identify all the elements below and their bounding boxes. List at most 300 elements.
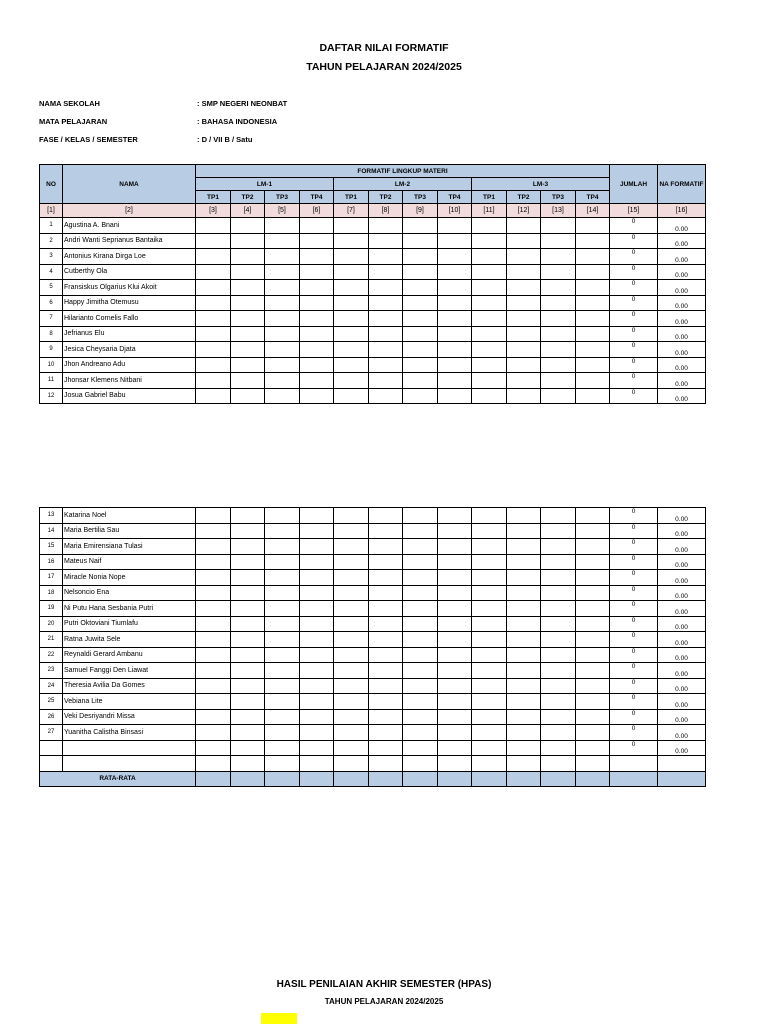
score-cell[interactable] [300, 508, 334, 524]
score-cell[interactable] [438, 663, 472, 679]
score-cell[interactable] [507, 373, 541, 389]
score-cell[interactable] [369, 295, 403, 311]
score-cell[interactable] [300, 554, 334, 570]
score-cell[interactable] [231, 264, 265, 280]
score-cell[interactable] [438, 616, 472, 632]
score-cell[interactable] [403, 740, 438, 756]
score-cell[interactable] [541, 756, 576, 772]
score-cell[interactable] [472, 388, 507, 404]
score-cell[interactable] [403, 616, 438, 632]
score-cell[interactable] [231, 357, 265, 373]
score-cell[interactable] [472, 218, 507, 234]
score-cell[interactable] [438, 554, 472, 570]
score-cell[interactable] [334, 725, 369, 741]
score-cell[interactable] [231, 647, 265, 663]
score-cell[interactable] [507, 357, 541, 373]
score-cell[interactable] [507, 280, 541, 296]
score-cell[interactable] [369, 756, 403, 772]
score-cell[interactable] [576, 233, 610, 249]
score-cell[interactable] [196, 740, 231, 756]
score-cell[interactable] [334, 218, 369, 234]
score-cell[interactable] [196, 311, 231, 327]
score-cell[interactable] [369, 508, 403, 524]
score-cell[interactable] [300, 647, 334, 663]
score-cell[interactable] [196, 632, 231, 648]
score-cell[interactable] [196, 694, 231, 710]
score-cell[interactable] [369, 554, 403, 570]
score-cell[interactable] [231, 388, 265, 404]
score-cell[interactable] [300, 585, 334, 601]
score-cell[interactable] [576, 756, 610, 772]
score-cell[interactable] [334, 233, 369, 249]
score-cell[interactable] [334, 740, 369, 756]
score-cell[interactable] [438, 280, 472, 296]
score-cell[interactable] [472, 539, 507, 555]
score-cell[interactable] [541, 280, 576, 296]
score-cell[interactable] [472, 585, 507, 601]
score-cell[interactable] [369, 539, 403, 555]
score-cell[interactable] [369, 663, 403, 679]
score-cell[interactable] [265, 295, 300, 311]
score-cell[interactable] [403, 218, 438, 234]
score-cell[interactable] [403, 233, 438, 249]
score-cell[interactable] [403, 632, 438, 648]
score-cell[interactable] [472, 311, 507, 327]
score-cell[interactable] [438, 311, 472, 327]
score-cell[interactable] [196, 585, 231, 601]
score-cell[interactable] [231, 218, 265, 234]
score-cell[interactable] [265, 709, 300, 725]
score-cell[interactable] [334, 601, 369, 617]
score-cell[interactable] [541, 570, 576, 586]
score-cell[interactable] [334, 647, 369, 663]
score-cell[interactable] [300, 264, 334, 280]
score-cell[interactable] [300, 311, 334, 327]
score-cell[interactable] [507, 523, 541, 539]
score-cell[interactable] [507, 508, 541, 524]
score-cell[interactable] [472, 249, 507, 265]
score-cell[interactable] [541, 342, 576, 358]
score-cell[interactable] [438, 264, 472, 280]
score-cell[interactable] [334, 326, 369, 342]
score-cell[interactable] [334, 342, 369, 358]
score-cell[interactable] [507, 326, 541, 342]
score-cell[interactable] [369, 342, 403, 358]
score-cell[interactable] [334, 694, 369, 710]
score-cell[interactable] [472, 647, 507, 663]
score-cell[interactable] [196, 280, 231, 296]
score-cell[interactable] [438, 647, 472, 663]
score-cell[interactable] [265, 326, 300, 342]
score-cell[interactable] [334, 756, 369, 772]
score-cell[interactable] [300, 740, 334, 756]
score-cell[interactable] [438, 342, 472, 358]
score-cell[interactable] [403, 539, 438, 555]
score-cell[interactable] [576, 740, 610, 756]
score-cell[interactable] [300, 523, 334, 539]
score-cell[interactable] [231, 663, 265, 679]
score-cell[interactable] [265, 357, 300, 373]
score-cell[interactable] [231, 601, 265, 617]
score-cell[interactable] [334, 508, 369, 524]
score-cell[interactable] [369, 264, 403, 280]
score-cell[interactable] [576, 601, 610, 617]
score-cell[interactable] [576, 632, 610, 648]
score-cell[interactable] [265, 311, 300, 327]
score-cell[interactable] [369, 249, 403, 265]
score-cell[interactable] [231, 694, 265, 710]
score-cell[interactable] [576, 616, 610, 632]
score-cell[interactable] [265, 249, 300, 265]
score-cell[interactable] [507, 342, 541, 358]
score-cell[interactable] [576, 508, 610, 524]
score-cell[interactable] [369, 357, 403, 373]
score-cell[interactable] [231, 756, 265, 772]
score-cell[interactable] [265, 632, 300, 648]
score-cell[interactable] [472, 357, 507, 373]
score-cell[interactable] [196, 523, 231, 539]
score-cell[interactable] [334, 539, 369, 555]
score-cell[interactable] [196, 539, 231, 555]
score-cell[interactable] [576, 373, 610, 389]
score-cell[interactable] [472, 678, 507, 694]
score-cell[interactable] [369, 388, 403, 404]
score-cell[interactable] [576, 342, 610, 358]
score-cell[interactable] [438, 694, 472, 710]
score-cell[interactable] [576, 218, 610, 234]
score-cell[interactable] [300, 373, 334, 389]
score-cell[interactable] [541, 585, 576, 601]
score-cell[interactable] [231, 508, 265, 524]
score-cell[interactable] [472, 616, 507, 632]
score-cell[interactable] [231, 632, 265, 648]
score-cell[interactable] [231, 725, 265, 741]
score-cell[interactable] [438, 373, 472, 389]
score-cell[interactable] [541, 632, 576, 648]
score-cell[interactable] [507, 632, 541, 648]
score-cell[interactable] [369, 647, 403, 663]
score-cell[interactable] [369, 233, 403, 249]
score-cell[interactable] [231, 280, 265, 296]
score-cell[interactable] [576, 647, 610, 663]
score-cell[interactable] [231, 678, 265, 694]
score-cell[interactable] [265, 570, 300, 586]
score-cell[interactable] [507, 554, 541, 570]
score-cell[interactable] [231, 585, 265, 601]
score-cell[interactable] [403, 264, 438, 280]
score-cell[interactable] [300, 632, 334, 648]
score-cell[interactable] [472, 523, 507, 539]
score-cell[interactable] [507, 295, 541, 311]
score-cell[interactable] [438, 233, 472, 249]
score-cell[interactable] [507, 616, 541, 632]
score-cell[interactable] [300, 678, 334, 694]
score-cell[interactable] [300, 539, 334, 555]
score-cell[interactable] [472, 725, 507, 741]
score-cell[interactable] [403, 725, 438, 741]
score-cell[interactable] [403, 678, 438, 694]
score-cell[interactable] [438, 539, 472, 555]
score-cell[interactable] [334, 709, 369, 725]
score-cell[interactable] [231, 740, 265, 756]
score-cell[interactable] [507, 740, 541, 756]
score-cell[interactable] [300, 357, 334, 373]
score-cell[interactable] [438, 570, 472, 586]
score-cell[interactable] [576, 295, 610, 311]
score-cell[interactable] [300, 218, 334, 234]
score-cell[interactable] [576, 326, 610, 342]
score-cell[interactable] [507, 264, 541, 280]
score-cell[interactable] [300, 709, 334, 725]
score-cell[interactable] [541, 523, 576, 539]
score-cell[interactable] [403, 326, 438, 342]
score-cell[interactable] [369, 694, 403, 710]
score-cell[interactable] [334, 632, 369, 648]
score-cell[interactable] [196, 342, 231, 358]
score-cell[interactable] [231, 570, 265, 586]
score-cell[interactable] [334, 249, 369, 265]
score-cell[interactable] [231, 709, 265, 725]
score-cell[interactable] [196, 388, 231, 404]
score-cell[interactable] [472, 756, 507, 772]
score-cell[interactable] [403, 280, 438, 296]
score-cell[interactable] [334, 264, 369, 280]
score-cell[interactable] [265, 663, 300, 679]
score-cell[interactable] [369, 280, 403, 296]
score-cell[interactable] [231, 233, 265, 249]
score-cell[interactable] [541, 295, 576, 311]
score-cell[interactable] [576, 357, 610, 373]
score-cell[interactable] [541, 694, 576, 710]
score-cell[interactable] [438, 585, 472, 601]
score-cell[interactable] [472, 264, 507, 280]
score-cell[interactable] [438, 725, 472, 741]
score-cell[interactable] [231, 523, 265, 539]
score-cell[interactable] [507, 678, 541, 694]
score-cell[interactable] [507, 725, 541, 741]
score-cell[interactable] [472, 280, 507, 296]
score-cell[interactable] [472, 326, 507, 342]
score-cell[interactable] [334, 585, 369, 601]
score-cell[interactable] [300, 342, 334, 358]
score-cell[interactable] [369, 326, 403, 342]
score-cell[interactable] [196, 601, 231, 617]
score-cell[interactable] [507, 539, 541, 555]
score-cell[interactable] [334, 373, 369, 389]
score-cell[interactable] [472, 632, 507, 648]
score-cell[interactable] [541, 539, 576, 555]
score-cell[interactable] [541, 388, 576, 404]
score-cell[interactable] [438, 632, 472, 648]
score-cell[interactable] [403, 601, 438, 617]
score-cell[interactable] [438, 756, 472, 772]
score-cell[interactable] [265, 280, 300, 296]
score-cell[interactable] [541, 264, 576, 280]
score-cell[interactable] [541, 647, 576, 663]
score-cell[interactable] [265, 740, 300, 756]
score-cell[interactable] [300, 326, 334, 342]
score-cell[interactable] [196, 647, 231, 663]
score-cell[interactable] [507, 709, 541, 725]
score-cell[interactable] [576, 678, 610, 694]
score-cell[interactable] [541, 373, 576, 389]
score-cell[interactable] [541, 554, 576, 570]
score-cell[interactable] [196, 663, 231, 679]
score-cell[interactable] [438, 740, 472, 756]
score-cell[interactable] [472, 233, 507, 249]
score-cell[interactable] [507, 663, 541, 679]
score-cell[interactable] [265, 523, 300, 539]
score-cell[interactable] [369, 678, 403, 694]
score-cell[interactable] [576, 694, 610, 710]
score-cell[interactable] [403, 508, 438, 524]
score-cell[interactable] [541, 233, 576, 249]
score-cell[interactable] [231, 554, 265, 570]
score-cell[interactable] [507, 249, 541, 265]
score-cell[interactable] [541, 616, 576, 632]
score-cell[interactable] [196, 357, 231, 373]
score-cell[interactable] [472, 601, 507, 617]
score-cell[interactable] [576, 709, 610, 725]
score-cell[interactable] [472, 663, 507, 679]
score-cell[interactable] [576, 388, 610, 404]
score-cell[interactable] [369, 218, 403, 234]
score-cell[interactable] [231, 295, 265, 311]
score-cell[interactable] [541, 311, 576, 327]
score-cell[interactable] [265, 647, 300, 663]
score-cell[interactable] [300, 570, 334, 586]
score-cell[interactable] [507, 647, 541, 663]
score-cell[interactable] [403, 570, 438, 586]
score-cell[interactable] [576, 539, 610, 555]
score-cell[interactable] [438, 678, 472, 694]
score-cell[interactable] [507, 388, 541, 404]
score-cell[interactable] [369, 740, 403, 756]
score-cell[interactable] [541, 678, 576, 694]
score-cell[interactable] [300, 725, 334, 741]
score-cell[interactable] [196, 264, 231, 280]
score-cell[interactable] [472, 740, 507, 756]
score-cell[interactable] [265, 342, 300, 358]
score-cell[interactable] [369, 523, 403, 539]
score-cell[interactable] [334, 523, 369, 539]
score-cell[interactable] [231, 326, 265, 342]
score-cell[interactable] [403, 295, 438, 311]
score-cell[interactable] [541, 740, 576, 756]
score-cell[interactable] [265, 725, 300, 741]
score-cell[interactable] [196, 373, 231, 389]
score-cell[interactable] [507, 570, 541, 586]
score-cell[interactable] [576, 264, 610, 280]
score-cell[interactable] [369, 709, 403, 725]
score-cell[interactable] [265, 694, 300, 710]
score-cell[interactable] [265, 601, 300, 617]
score-cell[interactable] [472, 694, 507, 710]
score-cell[interactable] [369, 373, 403, 389]
score-cell[interactable] [265, 585, 300, 601]
score-cell[interactable] [507, 585, 541, 601]
score-cell[interactable] [334, 570, 369, 586]
score-cell[interactable] [576, 725, 610, 741]
score-cell[interactable] [369, 601, 403, 617]
score-cell[interactable] [334, 311, 369, 327]
score-cell[interactable] [334, 616, 369, 632]
score-cell[interactable] [541, 249, 576, 265]
score-cell[interactable] [196, 554, 231, 570]
score-cell[interactable] [438, 326, 472, 342]
score-cell[interactable] [196, 326, 231, 342]
score-cell[interactable] [265, 756, 300, 772]
score-cell[interactable] [265, 218, 300, 234]
score-cell[interactable] [265, 554, 300, 570]
score-cell[interactable] [334, 678, 369, 694]
score-cell[interactable] [541, 663, 576, 679]
score-cell[interactable] [403, 694, 438, 710]
score-cell[interactable] [196, 678, 231, 694]
score-cell[interactable] [576, 249, 610, 265]
score-cell[interactable] [369, 570, 403, 586]
score-cell[interactable] [334, 295, 369, 311]
score-cell[interactable] [507, 601, 541, 617]
score-cell[interactable] [403, 311, 438, 327]
score-cell[interactable] [334, 357, 369, 373]
score-cell[interactable] [507, 218, 541, 234]
score-cell[interactable] [541, 218, 576, 234]
score-cell[interactable] [438, 295, 472, 311]
score-cell[interactable] [472, 342, 507, 358]
score-cell[interactable] [334, 554, 369, 570]
score-cell[interactable] [403, 709, 438, 725]
score-cell[interactable] [196, 709, 231, 725]
score-cell[interactable] [438, 218, 472, 234]
score-cell[interactable] [196, 218, 231, 234]
score-cell[interactable] [576, 523, 610, 539]
score-cell[interactable] [196, 616, 231, 632]
score-cell[interactable] [300, 388, 334, 404]
score-cell[interactable] [403, 585, 438, 601]
score-cell[interactable] [472, 709, 507, 725]
score-cell[interactable] [507, 756, 541, 772]
score-cell[interactable] [231, 616, 265, 632]
score-cell[interactable] [334, 388, 369, 404]
score-cell[interactable] [438, 388, 472, 404]
score-cell[interactable] [472, 508, 507, 524]
score-cell[interactable] [231, 311, 265, 327]
score-cell[interactable] [576, 280, 610, 296]
score-cell[interactable] [438, 523, 472, 539]
score-cell[interactable] [403, 663, 438, 679]
score-cell[interactable] [403, 249, 438, 265]
score-cell[interactable] [438, 249, 472, 265]
score-cell[interactable] [369, 616, 403, 632]
score-cell[interactable] [231, 249, 265, 265]
score-cell[interactable] [231, 539, 265, 555]
score-cell[interactable] [334, 280, 369, 296]
score-cell[interactable] [265, 678, 300, 694]
score-cell[interactable] [265, 264, 300, 280]
score-cell[interactable] [196, 295, 231, 311]
score-cell[interactable] [576, 311, 610, 327]
score-cell[interactable] [369, 311, 403, 327]
score-cell[interactable] [196, 249, 231, 265]
score-cell[interactable] [438, 601, 472, 617]
score-cell[interactable] [541, 508, 576, 524]
score-cell[interactable] [265, 616, 300, 632]
score-cell[interactable] [507, 694, 541, 710]
score-cell[interactable] [231, 342, 265, 358]
score-cell[interactable] [403, 342, 438, 358]
score-cell[interactable] [541, 326, 576, 342]
